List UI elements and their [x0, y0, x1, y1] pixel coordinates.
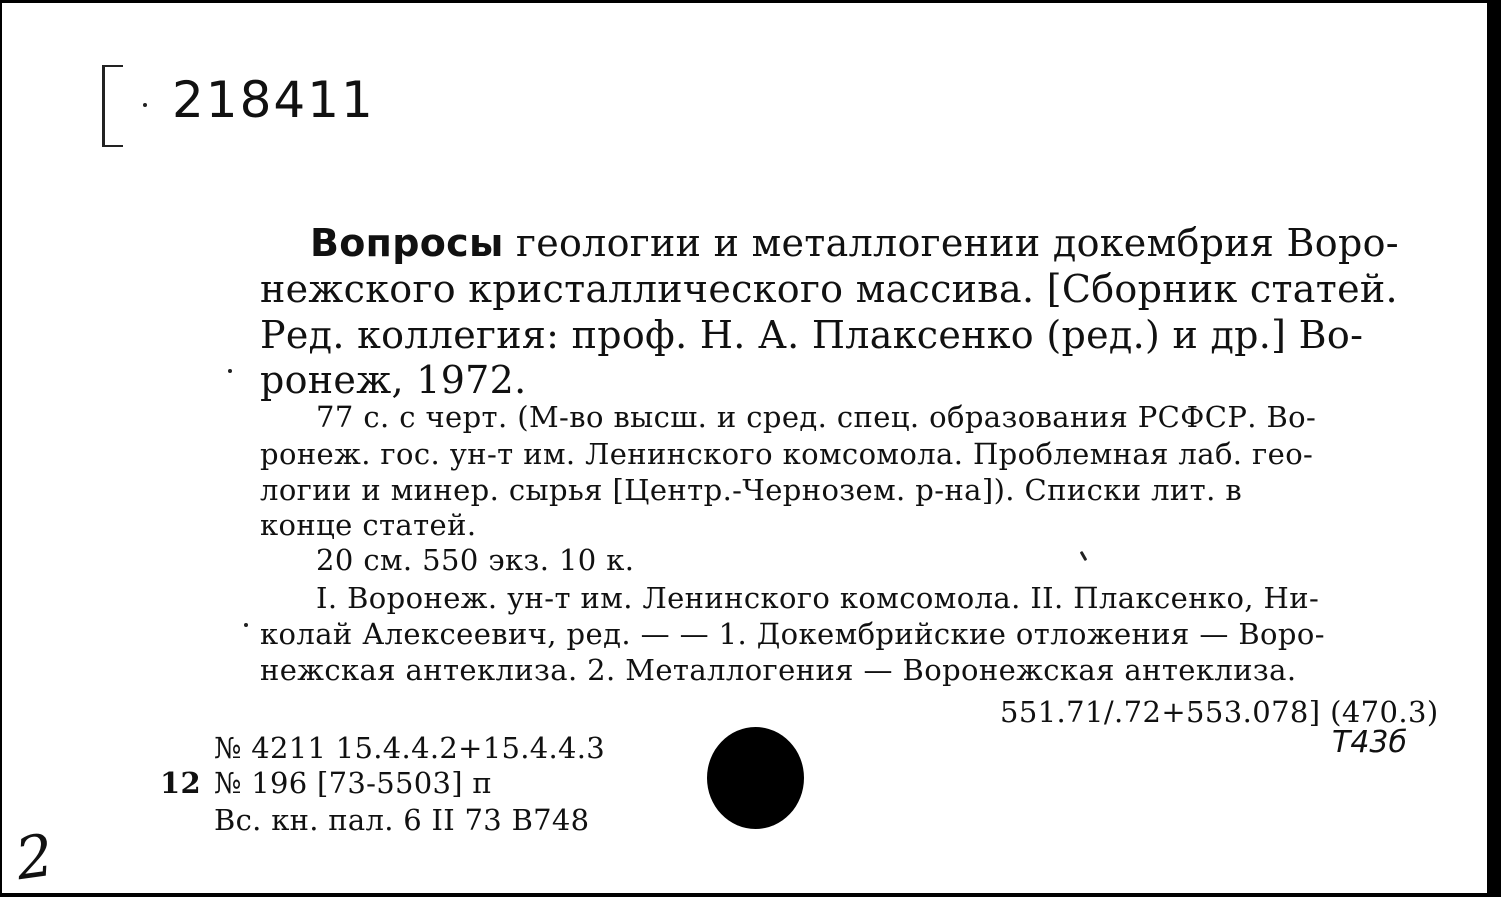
bottom-line-3: Вс. кн. пал. 6 II 73 В748 — [214, 803, 590, 837]
title-text: геологии и металлогении докембрия Воро- — [503, 221, 1399, 265]
desc-line-7: колай Алексеевич, ред. — — 1. Докембрийские отложения — Воро- — [260, 617, 1325, 651]
classification-index: 551.71/.72+553.078] (470.3) — [1000, 695, 1439, 729]
desc-line-5: 20 см. 550 экз. 10 к. — [316, 543, 635, 577]
desc-line-2: ронеж. гос. ун-т им. Ленинского комсомола. Проблемная лаб. гео- — [260, 437, 1314, 471]
title-line-2: нежского кристаллического массива. [Сборник статей. — [260, 267, 1398, 311]
desc-line-3: логии и минер. сырья [Центр.-Чернозем. р-на]). Списки лит. в — [260, 473, 1243, 507]
desc-line-4: конце статей. — [260, 508, 477, 542]
title-line-1 — [310, 221, 1399, 265]
ink-speck — [244, 623, 248, 627]
desc-line-1: 77 с. с черт. (М-во высш. и сред. спец. образования РСФСР. Во- — [316, 400, 1317, 434]
bottom-line-1: № 4211 15.4.4.2+15.4.4.3 — [214, 731, 605, 765]
punch-hole — [707, 727, 804, 829]
bottom-prefix: 12 — [160, 766, 201, 800]
bracket-mark — [102, 65, 123, 147]
ink-dot — [143, 103, 147, 107]
desc-line-8: нежская антеклиза. 2. Металлогения — Воронежская антеклиза. — [260, 653, 1297, 687]
card-number: 218411 — [172, 71, 375, 129]
ink-speck — [1080, 551, 1088, 561]
desc-line-6: I. Воронеж. ун-т им. Ленинского комсомола. II. Плаксенко, Ни- — [316, 581, 1320, 615]
handwritten-note: Т43б — [1332, 725, 1407, 760]
title-line-4: ронеж, 1972. — [260, 358, 527, 402]
title-line-3: Ред. коллегия: проф. Н. А. Плаксенко (ред.) и др.] Во- — [260, 313, 1364, 357]
bottom-line-2: № 196 [73-5503] п — [214, 766, 493, 800]
corner-handwritten-mark: 2 — [11, 820, 58, 894]
title-bold-word: Вопросы — [310, 221, 504, 265]
ink-speck — [228, 369, 232, 373]
